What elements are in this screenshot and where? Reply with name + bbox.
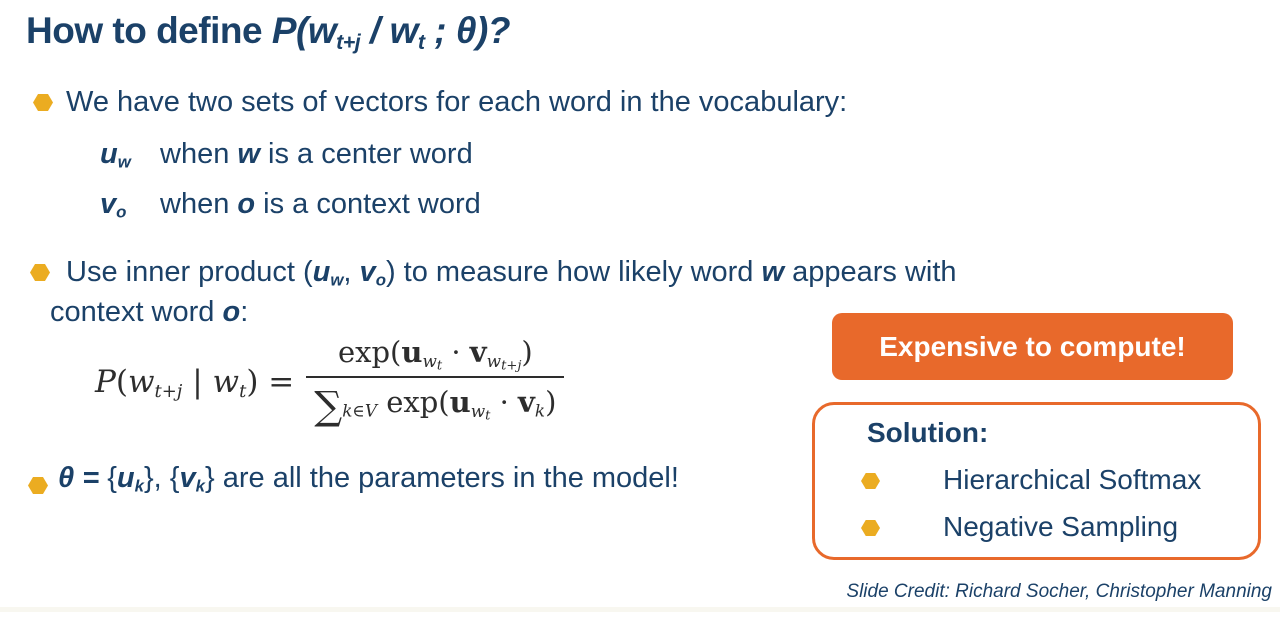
math-subscript: o xyxy=(375,270,386,290)
subline-center-word xyxy=(100,138,473,171)
math-var: u xyxy=(100,138,118,170)
slide-credit: Slide Credit: Richard Socher, Christopher Manning xyxy=(846,581,1272,602)
hexagon-bullet-icon xyxy=(861,520,880,536)
math-var: w xyxy=(470,400,486,421)
math-subscript: t+j xyxy=(154,381,183,403)
math-var: u xyxy=(116,462,135,494)
text-run: appears with xyxy=(784,256,957,288)
math-subscript: t xyxy=(436,358,443,374)
math-var: w xyxy=(212,364,240,400)
math-var: P xyxy=(95,364,116,400)
math-subscript: w xyxy=(330,270,344,290)
math-run: · xyxy=(490,384,519,419)
math-run: ) = xyxy=(246,364,295,400)
math-subscript: t xyxy=(417,30,425,54)
text-run: when xyxy=(160,188,238,220)
formula-fraction xyxy=(306,335,564,429)
math-subscript: o xyxy=(116,202,127,222)
text-run: : xyxy=(240,296,249,328)
title-text: How to define xyxy=(26,10,272,51)
math-run: · xyxy=(442,335,470,369)
math-run: | xyxy=(182,364,213,400)
math-subscript: t xyxy=(485,408,491,424)
math-run: P(w xyxy=(271,10,337,51)
bottom-edge-strip xyxy=(0,607,1280,612)
bullet-inner-product-line1 xyxy=(66,256,957,289)
math-subscript: k∈V xyxy=(342,400,377,421)
math-subscript: w xyxy=(117,152,131,172)
math-var: o xyxy=(237,188,256,220)
solution-heading: Solution: xyxy=(867,417,989,448)
math-subscript xyxy=(470,400,491,424)
math-var-group xyxy=(100,138,160,171)
math-run: / w xyxy=(360,10,418,51)
math-subscript xyxy=(422,350,443,374)
math-subscript xyxy=(486,350,522,374)
math-run: }, { xyxy=(144,462,180,494)
math-run: exp( xyxy=(376,384,450,419)
math-var: w xyxy=(761,256,785,288)
formula-lhs xyxy=(95,364,295,403)
callout-label: Expensive to compute! xyxy=(879,330,1186,362)
hexagon-bullet-icon xyxy=(861,473,880,489)
math-var: u xyxy=(401,335,423,369)
math-subscript: k xyxy=(534,400,546,421)
math-var-group xyxy=(100,188,160,221)
math-run: ( xyxy=(115,364,128,400)
math-var: v xyxy=(100,188,117,220)
math-run: exp( xyxy=(337,335,402,369)
page-title xyxy=(26,10,510,52)
math-var: v xyxy=(359,256,376,288)
bullet-parameters-sentence xyxy=(58,462,679,495)
hexagon-bullet-icon xyxy=(30,264,50,281)
softmax-formula xyxy=(95,332,564,432)
bullet-vectors-sentence xyxy=(66,86,847,119)
math-var: w xyxy=(486,350,502,371)
math-run: ) xyxy=(545,384,557,419)
math-run: } xyxy=(205,462,223,494)
math-var: v xyxy=(469,335,487,369)
math-run: = xyxy=(74,462,108,494)
math-var: w xyxy=(237,138,260,170)
formula-denominator xyxy=(306,376,564,429)
text-run: Use inner product ( xyxy=(66,256,313,288)
solution-item-hierarchical-softmax: Hierarchical Softmax xyxy=(943,464,1202,495)
solution-box xyxy=(812,402,1261,560)
math-subscript: k xyxy=(134,476,144,496)
math-var: v xyxy=(179,462,196,494)
math-run: { xyxy=(107,462,117,494)
bullet-inner-product-line2 xyxy=(50,296,248,329)
math-var: θ xyxy=(58,462,75,494)
text-run: ) to measure how likely word xyxy=(385,256,762,288)
math-subscript: k xyxy=(195,476,205,496)
math-subscript: t xyxy=(239,381,247,403)
title-math xyxy=(271,10,510,54)
math-var: u xyxy=(449,384,471,419)
text-run: context word xyxy=(50,296,223,328)
expensive-callout xyxy=(832,313,1233,380)
text-run: when xyxy=(160,138,238,170)
text-run: We have two sets of vectors for each word in the vocabulary: xyxy=(66,86,848,118)
math-subscript: t+j xyxy=(336,30,361,54)
subline-context-word xyxy=(100,188,481,221)
math-var: w xyxy=(422,350,437,371)
text-run: is a center word xyxy=(259,138,473,170)
text-run: is a context word xyxy=(255,188,481,220)
text-run: are all the parameters in the model! xyxy=(222,462,679,494)
hexagon-bullet-icon xyxy=(28,477,48,494)
formula-numerator xyxy=(330,335,541,376)
math-run: ) xyxy=(521,335,533,369)
math-var: v xyxy=(518,384,535,419)
math-var: u xyxy=(312,256,331,288)
hexagon-bullet-icon xyxy=(33,94,53,111)
math-var: w xyxy=(127,364,155,400)
text-run: , xyxy=(343,256,360,288)
math-subscript: t+j xyxy=(501,358,522,374)
sum-symbol: ∑ xyxy=(314,384,343,429)
math-run: ; θ)? xyxy=(424,10,510,51)
solution-item-negative-sampling: Negative Sampling xyxy=(943,511,1179,542)
math-var: o xyxy=(222,296,241,328)
